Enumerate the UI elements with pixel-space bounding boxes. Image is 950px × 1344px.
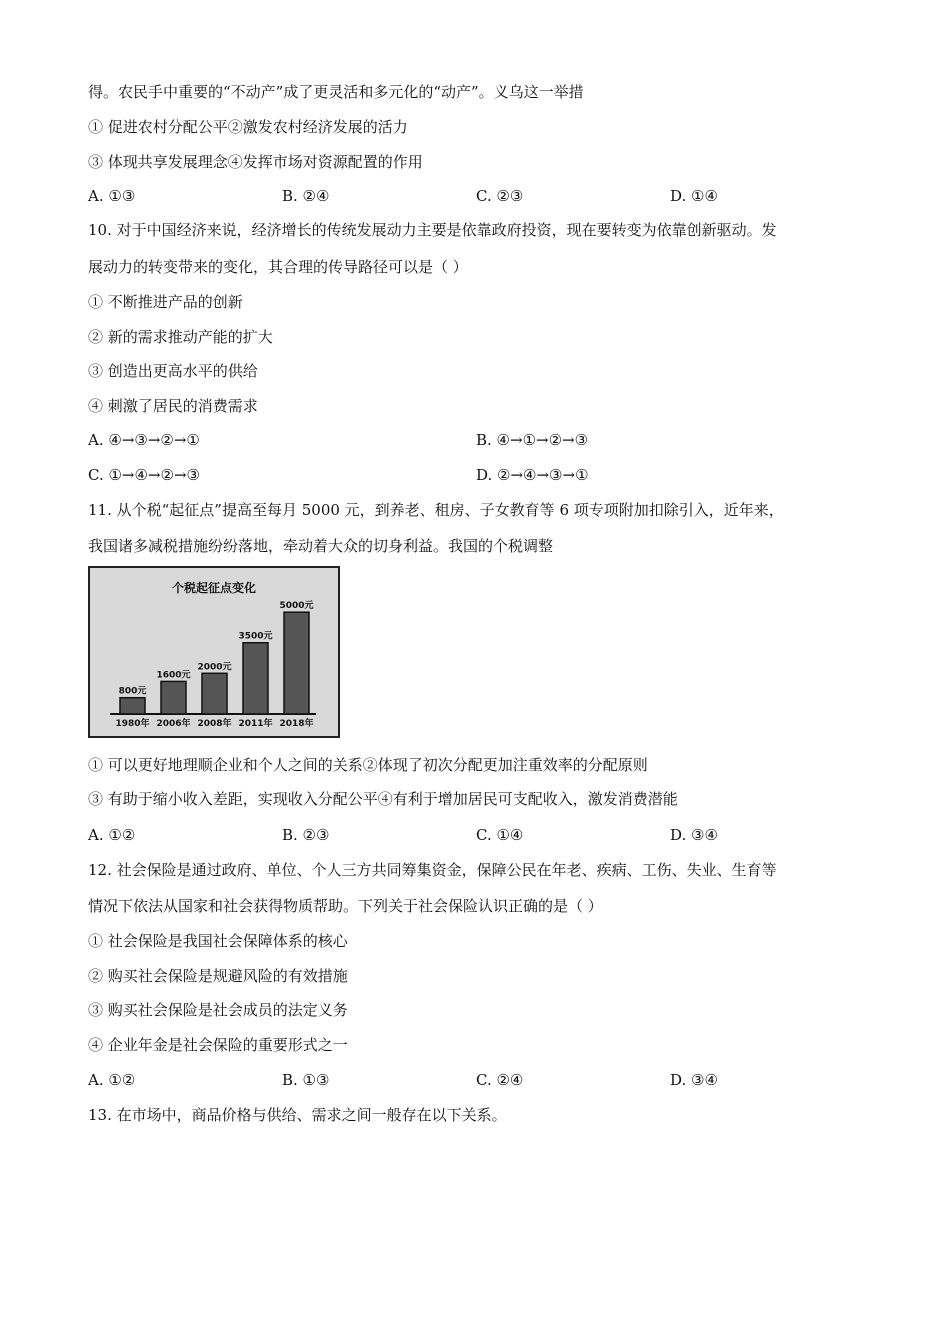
chart-value-label: 5000元 [279, 601, 314, 612]
q12-option-c: C. ②④ [476, 1071, 524, 1089]
chart-bar [161, 681, 186, 714]
q12-option-b: B. ①③ [282, 1071, 330, 1089]
q10-item-4: ④ 刺激了居民的消费需求 [88, 397, 258, 415]
q10-option-d: D. ②→④→③→① [476, 466, 589, 484]
q11-option-c: C. ①④ [476, 826, 524, 844]
q10-item-3: ③ 创造出更高水平的供给 [88, 362, 258, 380]
chart-title: 个税起征点变化 [171, 581, 257, 595]
q12-stem-2: 情况下依法从国家和社会获得物质帮助。下列关于社会保险认识正确的是（ ） [88, 897, 603, 915]
chart-value-label: 3500元 [238, 631, 273, 642]
q9-stem-end: 得。农民手中重要的“不动产”成了更灵活和多元化的“动产”。义乌这一举措 [88, 83, 584, 101]
chart-bar [120, 698, 145, 714]
chart-category-label: 1980年 [115, 719, 150, 729]
q12-stem-1: 12. 社会保险是通过政府、单位、个人三方共同筹集资金，保障公民在年老、疾病、工伤、失业、生育等 [88, 861, 777, 879]
q12-item-3: ③ 购买社会保险是社会成员的法定义务 [88, 1001, 348, 1019]
q12-option-a: A. ①② [88, 1071, 136, 1089]
q11-stem-2: 我国诸多减税措施纷纷落地，牵动着大众的切身利益。我国的个税调整 [88, 537, 554, 555]
q10-option-b: B. ④→①→②→③ [476, 431, 589, 449]
q12-item-2: ② 购买社会保险是规避风险的有效措施 [88, 967, 348, 985]
q13-stem: 13. 在市场中，商品价格与供给、需求之间一般存在以下关系。 [88, 1106, 507, 1124]
q9-option-c: C. ②③ [476, 187, 524, 205]
q11-option-a: A. ①② [88, 826, 136, 844]
q10-option-a: A. ④→③→②→① [88, 431, 200, 449]
q12-option-d: D. ③④ [670, 1071, 718, 1089]
tax-threshold-chart-svg [90, 568, 338, 736]
chart-bar [243, 643, 268, 714]
q11-item-2: ③ 有助于缩小收入差距，实现收入分配公平④有利于增加居民可支配收入，激发消费潜能 [88, 790, 678, 808]
chart-bar [284, 612, 309, 714]
q11-option-b: B. ②③ [282, 826, 330, 844]
q12-item-1: ① 社会保险是我国社会保障体系的核心 [88, 932, 348, 950]
q10-stem-2: 展动力的转变带来的变化，其合理的传导路径可以是（ ） [88, 258, 468, 276]
q11-item-1: ① 可以更好地理顺企业和个人之间的关系②体现了初次分配更加注重效率的分配原则 [88, 756, 648, 774]
q10-option-c: C. ①→④→②→③ [88, 466, 200, 484]
chart-category-label: 2008年 [197, 719, 232, 729]
chart-value-label: 800元 [118, 686, 147, 697]
q11-option-d: D. ③④ [670, 826, 718, 844]
chart-value-label: 2000元 [197, 662, 232, 673]
chart-category-label: 2011年 [238, 719, 273, 729]
q10-item-1: ① 不断推进产品的创新 [88, 293, 243, 311]
q9-option-d: D. ①④ [670, 187, 718, 205]
q9-item-1: ① 促进农村分配公平②激发农村经济发展的活力 [88, 118, 408, 136]
chart-category-label: 2018年 [279, 719, 314, 729]
tax-threshold-chart [88, 566, 340, 738]
q11-stem-1: 11. 从个税“起征点”提高至每月 5000 元，到养老、租房、子女教育等 6 项专项附加扣除引入，近年来， [88, 501, 784, 519]
chart-value-label: 1600元 [156, 670, 191, 681]
q10-item-2: ② 新的需求推动产能的扩大 [88, 328, 273, 346]
q9-option-b: B. ②④ [282, 187, 330, 205]
q9-option-a: A. ①③ [88, 187, 136, 205]
q9-item-2: ③ 体现共享发展理念④发挥市场对资源配置的作用 [88, 153, 423, 171]
q10-stem-1: 10. 对于中国经济来说，经济增长的传统发展动力主要是依靠政府投资，现在要转变为依靠创新驱动。发 [88, 221, 777, 239]
q12-item-4: ④ 企业年金是社会保险的重要形式之一 [88, 1036, 348, 1054]
chart-category-label: 2006年 [156, 719, 191, 729]
chart-bar [202, 673, 227, 714]
